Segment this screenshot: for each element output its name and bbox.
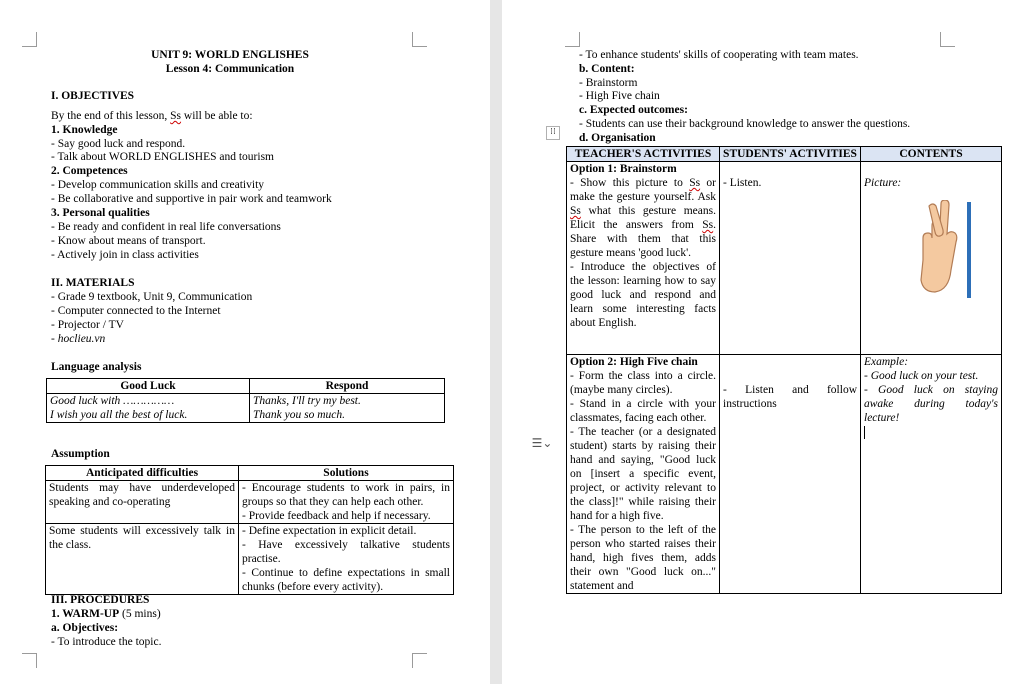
table-cell[interactable]: Option 2: High Five chain - Form the class into a circle. (maybe many circles). - Stand in a circle with your classmates, facing each other. - The teacher (or a designated student) starts by raising their hand and saying, "Good luck on [insert a specific event, project, or activity relevant to the class]!" while raising their hand for a high five. - The person to the left of the person who started raises their hand, high fives them, adds their own "Good luck on..." statement and [567,355,720,594]
list-item: - Say good luck and respond. [51,138,186,150]
doc-subtitle: Lesson 4: Communication [165,63,295,75]
crop-mark [412,653,427,668]
table-cell[interactable]: - Encourage students to work in pairs, in groups so that they can help each other. - Provide feedback and help if necessary. [239,481,454,524]
table-header: Good Luck [47,379,250,394]
list-item: - Be collaborative and supportive in pair work and teamwork [51,193,332,205]
crop-mark [412,32,427,47]
crop-mark [565,32,580,47]
table-cell[interactable]: Option 1: Brainstorm - Show this picture to Ss or make the gesture yourself. Ask Ss what this gesture means. Elicit the answers from Ss. Share with them that this gesture means 'good luck'. - Introduce the objectives of the lesson: learning how to say good luck and respond and learn some interesting facts about English. [567,162,720,355]
table-cell[interactable]: - Listen. [720,162,861,355]
text-cursor [864,426,865,439]
table-cell[interactable]: - Listen and follow instructions [720,355,861,594]
table-header: Respond [250,379,445,394]
document-page-left[interactable] [0,0,490,684]
crop-mark [940,32,955,47]
language-heading: Language analysis [51,361,142,373]
list-item: - hoclieu.vn [51,333,106,345]
list-item: - Talk about WORLD ENGLISHES and tourism [51,151,274,163]
list-item: - To enhance students' skills of cooperating with team mates. [579,49,859,61]
document-page-right[interactable] [502,0,1015,684]
materials-heading: II. MATERIALS [51,277,135,289]
list-item: - Actively join in class activities [51,249,199,261]
table-cell[interactable]: Good luck with …………… I wish you all the best of luck. [47,394,250,423]
knowledge-heading: 1. Knowledge [51,124,118,136]
list-item: - To introduce the topic. [51,636,162,648]
content-heading: b. Content: [579,63,635,75]
table-header: Anticipated difficulties [46,466,239,481]
page-gutter [490,0,502,684]
list-item: - Develop communication skills and creativity [51,179,265,191]
table-cell[interactable]: Example: - Good luck on your test. - Good luck on staying awake during today's lecture! [861,355,1002,594]
list-item: - Be ready and confident in real life conversations [51,221,281,233]
qualities-heading: 3. Personal qualities [51,207,150,219]
crop-mark [22,32,37,47]
crop-mark [22,653,37,668]
list-item: - Know about means of transport. [51,235,206,247]
list-item: - Grade 9 textbook, Unit 9, Communication [51,291,253,303]
assumption-heading: Assumption [51,448,110,460]
crossed-fingers-icon [901,200,973,300]
outcomes-heading: c. Expected outcomes: [579,104,688,116]
assumption-table[interactable] [45,465,454,595]
list-item: - Projector / TV [51,319,124,331]
table-cell[interactable]: Some students will excessively talk in the class. [46,524,239,595]
table-header: STUDENTS' ACTIVITIES [720,147,861,162]
table-header: CONTENTS [861,147,1002,162]
list-item: - High Five chain [579,90,660,102]
table-cell[interactable]: Students may have underdeveloped speaking and co-operating [46,481,239,524]
table-cell[interactable]: - Define expectation in explicit detail. - Have excessively talkative students practise. - Continue to define expectations in small chunks (before every activity). [239,524,454,595]
list-item: - Computer connected to the Internet [51,305,221,317]
table-header: Solutions [239,466,454,481]
table-cell[interactable]: Picture: [861,162,1002,355]
table-cell[interactable]: Thanks, I'll try my best. Thank you so much. [250,394,445,423]
procedures-heading: III. PROCEDURES [51,594,150,606]
language-table[interactable] [46,378,445,423]
objectives-subheading: a. Objectives: [51,622,119,634]
doc-title: UNIT 9: WORLD ENGLISHES [151,49,309,61]
table-header: TEACHER'S ACTIVITIES [567,147,720,162]
organisation-heading: d. Organisation [579,132,656,144]
list-item: - Students can use their background knowledge to answer the questions. [579,118,911,130]
list-item: - Brainstorm [579,77,638,89]
activities-table[interactable] [566,146,1002,594]
objectives-heading: I. OBJECTIVES [51,90,135,102]
objectives-intro: By the end of this lesson, Ss will be able to: [51,110,253,122]
table-move-handle-icon[interactable]: ⁞⁞ [546,126,560,140]
warmup-heading: 1. WARM-UP (5 mins) [51,608,161,620]
competences-heading: 2. Competences [51,165,128,177]
paste-options-icon[interactable]: ☰⌄ [531,436,553,450]
